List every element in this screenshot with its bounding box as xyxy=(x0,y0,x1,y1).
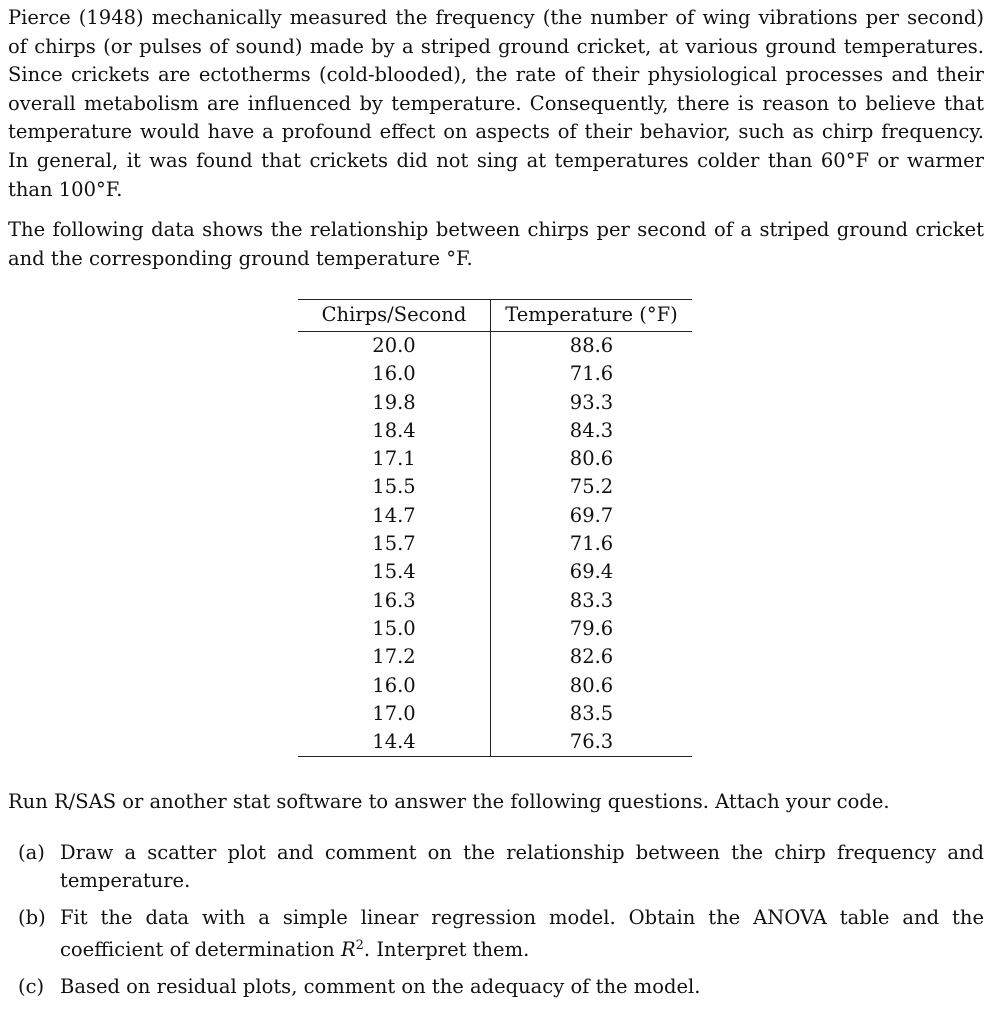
instructions-text: Run R/SAS or another stat software to answer the following questions. Attach your code. xyxy=(8,790,890,813)
cell-chirps: 15.5 xyxy=(298,473,491,501)
cell-chirps: 14.7 xyxy=(298,502,491,530)
question-c xyxy=(8,973,984,1002)
table-row xyxy=(298,558,692,586)
cell-temperature: 93.3 xyxy=(569,390,614,414)
header-temperature: Temperature (°F) xyxy=(491,300,693,332)
r-superscript: 2 xyxy=(355,938,364,954)
cell-temperature: 79.6 xyxy=(569,616,614,640)
cell-temperature: 75.2 xyxy=(569,475,614,499)
table-row xyxy=(298,530,692,558)
cell-temperature: 83.3 xyxy=(569,588,614,612)
cell-chirps: 15.7 xyxy=(298,530,491,558)
data-table-container xyxy=(298,299,692,757)
table-row xyxy=(298,672,692,700)
table-row xyxy=(298,587,692,615)
cell-chirps: 19.8 xyxy=(298,389,491,417)
table-row xyxy=(298,502,692,530)
cell-temperature: 69.7 xyxy=(569,503,614,527)
cell-chirps: 15.4 xyxy=(298,558,491,586)
intro-paragraph: Pierce (1948) mechanically measured the frequency (the number of wing vibrations per second) of chirps (or pulses of sound) made by a striped ground cricket, at various ground temperatures. Since crickets are ectotherms (cold-blooded), the rate of their physiological processes and their overall metabolism are influenced by temperature. Consequently, there is reason to believe that temperature would have a profound effect on aspects of their behavior, such as chirp frequency. In general, it was found that crickets did not sing at temperatures colder than 60°F or warmer than 100°F. xyxy=(8,6,984,201)
cell-chirps: 16.0 xyxy=(298,672,491,700)
table-row xyxy=(298,417,692,445)
cell-chirps: 14.4 xyxy=(298,728,491,757)
table-row xyxy=(298,728,692,757)
table-row xyxy=(298,389,692,417)
cell-temperature: 71.6 xyxy=(569,362,614,386)
question-list xyxy=(8,839,984,1002)
table-row xyxy=(298,700,692,728)
question-text: Draw a scatter plot and comment on the relationship between the chirp frequency and temperature. xyxy=(60,840,984,893)
cell-temperature: 71.6 xyxy=(569,532,614,556)
question-text-start: Fit the data with a simple linear regression model. Obtain the ANOVA table and the coefficient of determination xyxy=(60,905,984,962)
cell-chirps: 17.0 xyxy=(298,700,491,728)
question-a xyxy=(8,839,984,896)
cell-temperature: 88.6 xyxy=(569,334,614,357)
table-row xyxy=(298,360,692,388)
cell-temperature: 80.6 xyxy=(569,673,614,697)
cell-temperature: 82.6 xyxy=(569,645,614,669)
cell-chirps: 20.0 xyxy=(298,332,491,361)
table-row xyxy=(298,615,692,643)
r-symbol: R xyxy=(340,938,356,962)
questions-section xyxy=(8,788,984,1010)
document-body xyxy=(8,4,984,273)
table-row xyxy=(298,473,692,501)
cell-temperature: 76.3 xyxy=(491,728,693,757)
cell-chirps: 16.3 xyxy=(298,587,491,615)
table-row xyxy=(298,643,692,671)
question-text-end: . Interpret them. xyxy=(363,938,530,962)
chirps-temperature-table xyxy=(298,299,692,757)
cell-temperature: 84.3 xyxy=(569,418,614,442)
cell-temperature: 80.6 xyxy=(569,447,614,471)
table-header-row xyxy=(298,300,692,332)
cell-temperature: 83.5 xyxy=(569,701,614,725)
table-row xyxy=(298,445,692,473)
cell-temperature: 69.4 xyxy=(569,560,614,584)
cell-chirps: 17.2 xyxy=(298,643,491,671)
data-description-paragraph: The following data shows the relationship between chirps per second of a striped ground cricket and the corresponding ground temperature °F. xyxy=(8,218,984,270)
table-row xyxy=(298,332,692,361)
cell-chirps: 15.0 xyxy=(298,615,491,643)
question-label: (c) xyxy=(18,974,45,998)
cell-chirps: 16.0 xyxy=(298,360,491,388)
question-label: (b) xyxy=(18,905,46,929)
cell-chirps: 17.1 xyxy=(298,445,491,473)
table-body xyxy=(298,332,692,757)
question-b xyxy=(8,904,984,965)
header-chirps: Chirps/Second xyxy=(298,300,491,332)
cell-chirps: 18.4 xyxy=(298,417,491,445)
question-text: Based on residual plots, comment on the adequacy of the model. xyxy=(60,974,701,998)
question-label: (a) xyxy=(18,840,45,864)
